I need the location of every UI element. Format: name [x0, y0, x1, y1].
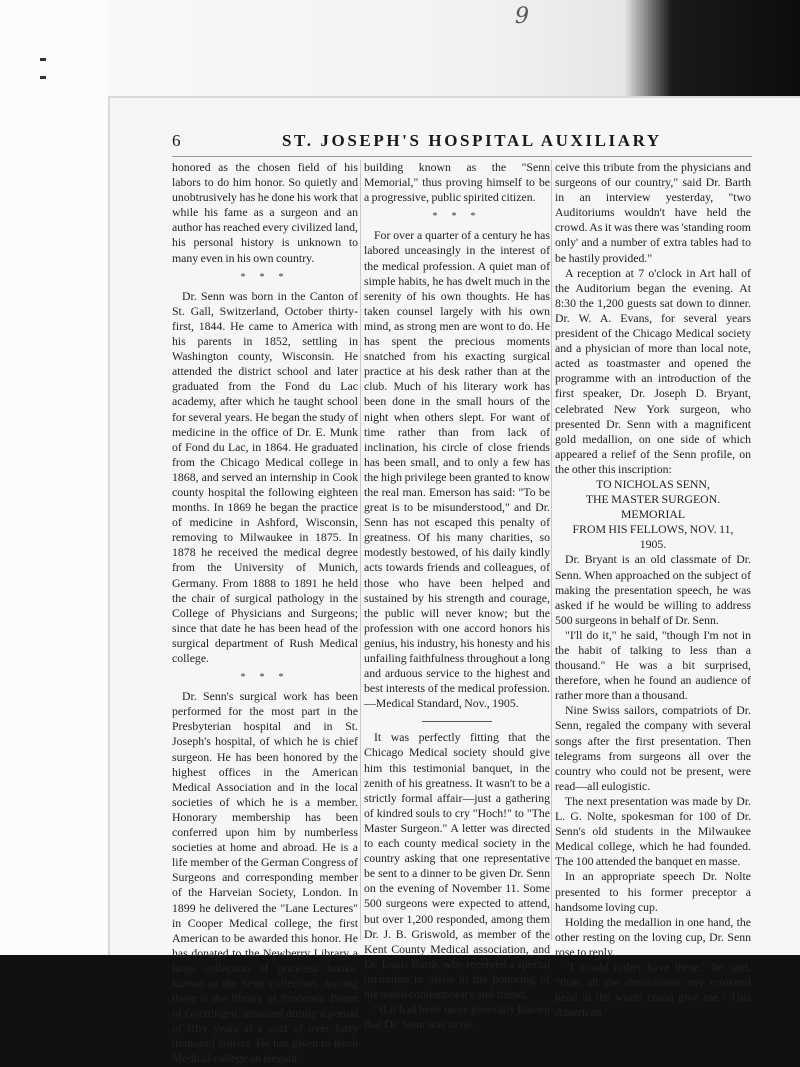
- inscription-line: FROM HIS FELLOWS, NOV. 11,: [572, 522, 734, 537]
- section-separator: * * *: [240, 672, 290, 684]
- paragraph: ceive this tribute from the physicians and surgeons of our country," said Dr. Barth in an interview yesterday, "two Auditoriums wouldn't have held the crowd. As it was there was 'standing room only' and a number of extra tables had to be hastily provided.": [555, 160, 751, 265]
- section-separator: * * *: [240, 271, 290, 283]
- text-column-1: [172, 160, 358, 1066]
- paragraph: "If it had been more generally known that Dr. Senn was to re-: [364, 1002, 550, 1032]
- section-separator: * * *: [432, 211, 482, 223]
- paragraph: Dr. Senn was born in the Canton of St. Gall, Switzerland, October thirty-first, 1844. He came to America with his parents in 1852, settling in Washington county, Wisconsin. He attended the district school and later graduated from the Fond du Lac academy, after which he taught school for several years. He began the study of medicine in the office of Dr. E. Munk of Fond du Lac, in 1864. He graduated from the Chicago Medical college in 1868, and served an internship in Cook county hospital the following eighteen months. In 1869 he began the practice of medicine in Ashford, Wisconsin, removing to Milwaukee in 1875. In 1878 he received the medical degree from the University of Munich, Germany. From 1888 to 1891 he held the chair of surgical pathology in the College of Physicians and Surgeons; since that date he has been head of the surgical department of Rush Medical college.: [172, 288, 358, 665]
- inscription-line: 1905.: [639, 537, 667, 552]
- column-divider: [551, 160, 552, 940]
- handwritten-page-mark: 9: [515, 4, 529, 29]
- paragraph: Dr. Bryant is an old classmate of Dr. Senn. When approached on the subject of making the presentation speech, he was asked if he would be willing to address 500 surgeons in behalf of Dr. Senn.: [555, 552, 751, 627]
- paragraph: "I would rather have these," he said, "than all the decorations any crowned head in the world could give me." This American: [555, 959, 751, 1020]
- paragraph: Nine Swiss sailors, compatriots of Dr. Senn, regaled the company with several songs after the first presentation. Then telegrams from surgeons all over the country who could not be present, were read—all eulogistic.: [555, 703, 751, 793]
- paragraph: "I'll do it," he said, "though I'm not in the habit of talking to less than a thousand." He was a bit surprised, therefore, when he found an audience of rather more than a thousand.: [555, 627, 751, 703]
- scan-background: [0, 0, 800, 100]
- inscription-line: MEMORIAL: [620, 507, 686, 522]
- column-divider: [360, 160, 361, 940]
- paragraph: In an appropriate speech Dr. Nolte presented to his former preceptor a handsome loving cup.: [555, 869, 751, 914]
- scan-margin: [0, 0, 108, 955]
- paragraph: building known as the "Senn Memorial," thus proving himself to be a progressive, public spirited citizen.: [364, 160, 550, 205]
- paragraph: honored as the chosen field of his labors to do him honor. So quietly and unobtrusively has he done his work that while his fame as a surgeon and an author has reached every civilized land, his personal history is unknown to many even in his own country.: [172, 160, 358, 265]
- page-number: 6: [172, 131, 184, 150]
- scan-speck: [40, 58, 46, 61]
- page-header: [172, 131, 752, 155]
- header-rule: [172, 156, 752, 157]
- scan-speck: [40, 76, 46, 79]
- paragraph: A reception at 7 o'clock in Art hall of the Auditorium began the evening. At 8:30 the 1,200 guests sat down to dinner. Dr. W. A. Evans, for several years president of the Chicago Medical society and a physician of more than local note, acted as toastmaster and opened the programme with an introduction of the first speaker, Dr. Joseph D. Bryant, celebrated New York surgeon, who presented Dr. Senn with a magnificent gold medallion, on one side of which appeared a relief of the Senn profile, on the other this inscription:: [555, 265, 751, 476]
- publication-title: ST. JOSEPH'S HOSPITAL AUXILIARY: [282, 131, 662, 150]
- paragraph: It was perfectly fitting that the Chicago Medical society should give him this testimonial banquet, in the zenith of his greatness. It wasn't to be a strictly formal affair—just a gathering of kindred souls to cry "Hoch!" to "The Master Surgeon." A letter was directed to each county medical society in the country asking that one representative be sent to a dinner to be given Dr. Senn on the evening of November 11. Some 500 surgeons were expected to attend, but over 1,200 responded, among them Dr. J. B. Griswold, as member of the Kent County Medical association, and Dr. Louis Barth, who received a special invitation to assist in the honoring of his noted contemporary and friend.: [364, 730, 550, 1001]
- section-rule: [422, 721, 492, 722]
- inscription-line: THE MASTER SURGEON.: [585, 492, 721, 507]
- paragraph: Dr. Senn's surgical work has been performed for the most part in the Presbyterian hospital and in St. Joseph's hospital, of which he is chief surgeon. He has been honored by the highest offices in the American Medical Association and in the local societies of which he is a member. Honorary membership has been conferred upon him by numberless societies at home and abroad. He is a life member of the German Congress of Surgeons and corresponding member of the Harveian Society, London. In 1899 he delivered the "Lane Lectures" in Cooper Medical college, the first American to be awarded this honor. He has donated to the Newberry Library a large collection of priceless books, known as the Senn collection. Among these is the library of Professor Baum of Goettingen, amassed during a period of fifty years at a cost of over forty thousand dollars. He has given to Rush Medical college an elegant: [172, 689, 358, 1066]
- text-column-3: [555, 160, 751, 1020]
- text-column-2: [364, 160, 550, 1032]
- paragraph: For over a quarter of a century he has labored unceasingly in the interest of the medical profession. A quiet man of simple habits, he has dwelt much in the serenity of his own thoughts. He has taken counsel largely with his own mind, as strong men are wont to do. He has spent the precious moments snatched from his exacting surgical practice at his desk rather than at the club. Much of his literary work has been done in the small hours of the night when others slept. For want of time rather than from lack of inclination, his circle of close friends has been small, and to only a few has the high privilege been granted to know the real man. Emerson has said: "To be great is to be misunderstood," and Dr. Senn has not escaped this penalty of greatness. Of his many charities, so modestly bestowed, of his daily kindly acts towards friends and colleagues, of those who have been helped and sustained by his strength and courage, the public will never know; but the profession with one accord honors his genius, his industry, his honesty and his unfailing faithfulness throughout a long and arduous service to the highest and best interests of the medical profession. —Medical Standard, Nov., 1905.: [364, 228, 550, 711]
- paragraph: Holding the medallion in one hand, the other resting on the loving cup, Dr. Senn rose to reply.: [555, 914, 751, 959]
- paragraph: The next presentation was made by Dr. L. G. Nolte, spokesman for 100 of Dr. Senn's old students in the Milwaukee Medical college, which he had founded. The 100 attended the banquet en masse.: [555, 793, 751, 869]
- inscription-line: TO NICHOLAS SENN,: [596, 476, 710, 491]
